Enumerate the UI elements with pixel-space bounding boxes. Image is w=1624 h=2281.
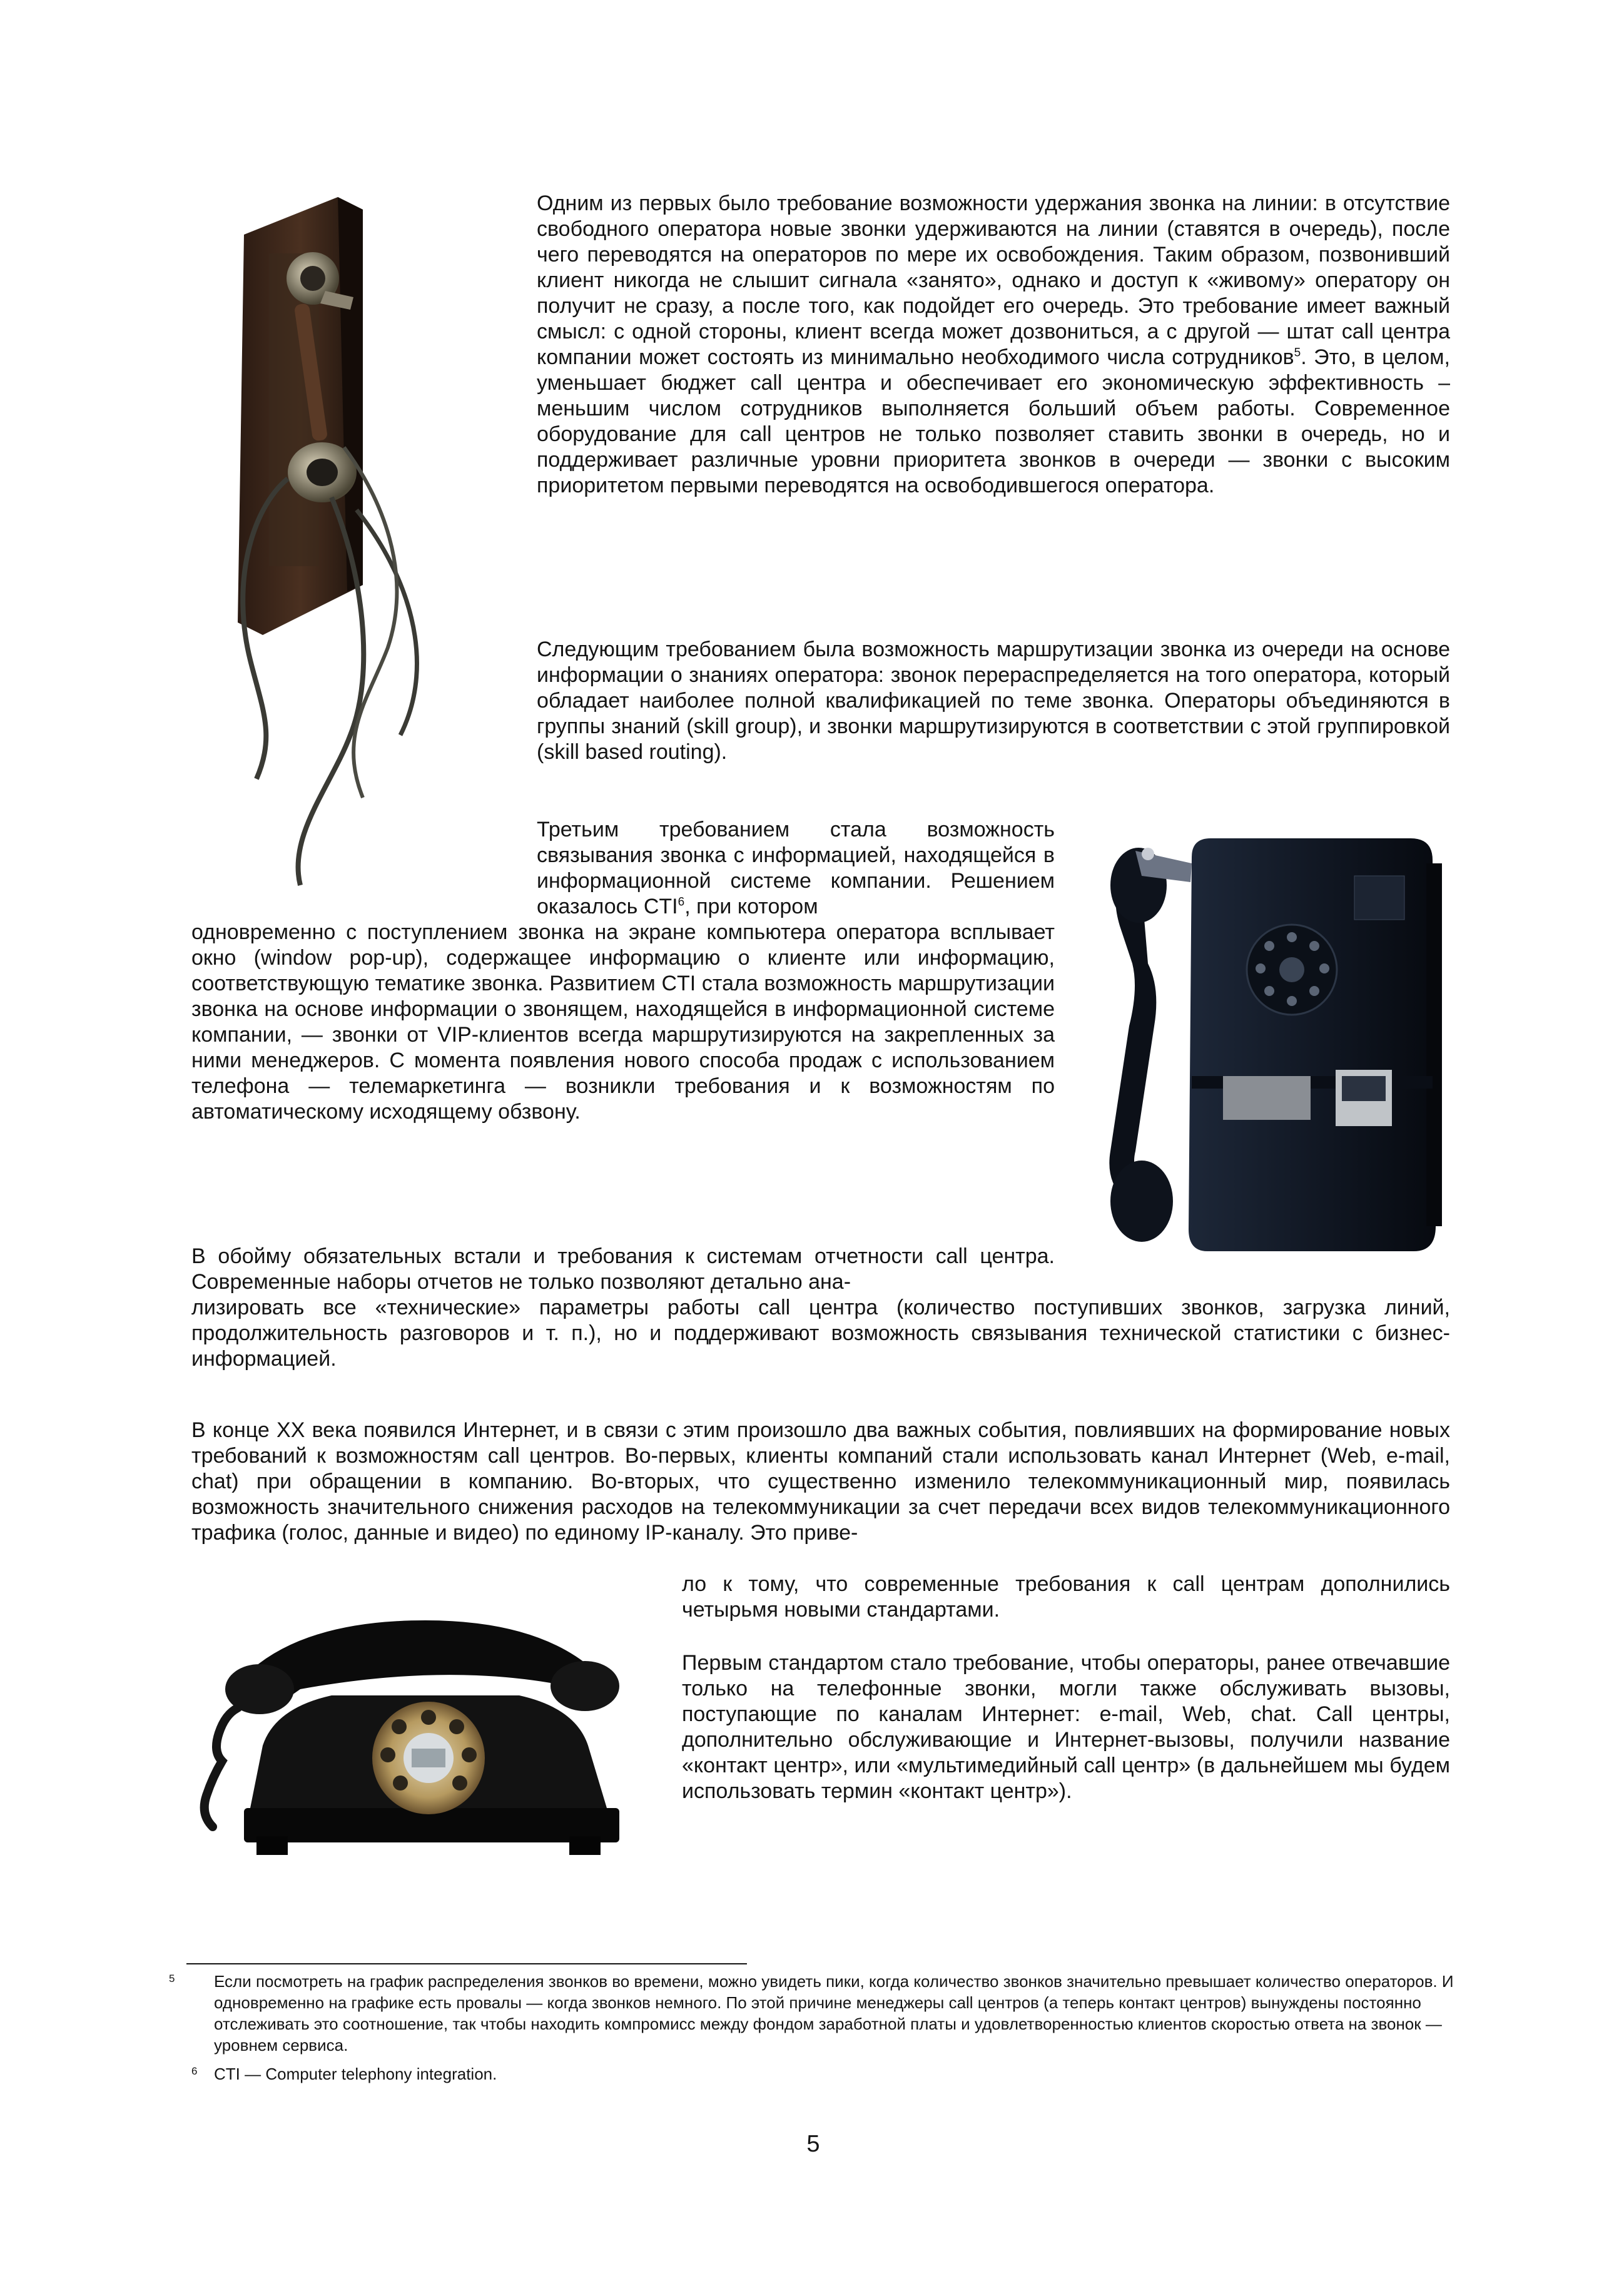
paragraph-reporting-start: В обойму обязательных встали и требования к системам отчетности call центра. Современные наборы отчетов не только позволяют детально ана- — [191, 1244, 1055, 1294]
paragraph-reporting-end: лизировать все «технические» параметры работы call центра (количество поступивших звонков, загрузка линий, продолжительность разговоров и т. п.), но и поддерживают возможность связывания технической статистики с бизнес-информацией. — [191, 1296, 1450, 1371]
paragraph-contact-center: Первым стандартом стало требование, чтобы операторы, ранее отвечавшие только на телефонные звонки, могли также обслуживать вызовы, поступающие по каналам Интернет: e-mail, Web, chat. Call центры, дополнительно обслуживающие и Интернет-вызовы, получили название «контакт центр», или «мультимедийный call центр» (в дальнейшем мы будем использовать термин «контакт центр»). — [682, 1651, 1450, 1803]
wall-telephone-image — [175, 185, 513, 910]
paragraph-skill-routing: Следующим требованием была возможность маршрутизации звонка из очереди на основе информации о знаниях оператора: звонок перераспределяется на того оператора, который обладает наиболее полной квалификацией по теме звонка. Операторы объединяются в группы знаний (skill group), и звонки маршрутизируются в соответствии с этой группировкой (skill based routing). — [537, 638, 1450, 764]
paragraph-internet: В конце XX века появился Интернет, и в связи с этим произошло два важных события, повлиявших на формирование новых требований к возможностям call центров. Во-первых, клиенты компаний стали использовать канал Интернет (Web, e-mail, chat) при обращении в компанию. Во-вторых, что существенно изменило телекоммуникационный мир, появилась возможность значительного снижения расходов на телекоммуникации за счет передачи всех видов телекоммуникационного трафика (голос, данные и видео) по единому IP-каналу. Это приве- — [191, 1418, 1450, 1545]
rotary-telephone-image — [188, 1602, 663, 1871]
payphone-image — [1085, 826, 1454, 1264]
paragraph-hold-call: Одним из первых было требование возможности удержания звонка на линии: в отсутствие свободного оператора новые звонки удерживаются на линии (ставятся в очередь), после чего переводятся на операторов по мере их освобождения. Таким образом, позвонивший клиент никогда не слышит сигнала «занято», однако и доступ к «живому» оператору он получит не сразу, а после того, как подойдет его очередь. Это требование имеет важный смысл: с одной стороны, клиент всегда может дозвониться, а с другой — штат call центра компании может состоять из минимально необходимого числа сотрудников$^5$. Это, в целом, уменьшает бюджет call центра и обеспечивает его экономическую эффективность – меньшим числом сотрудников выполняется больший объем работы. Современное оборудование для call центров не только позволяет ставить звонки в очередь, но и поддерживает различные уровни приоритета звонков в очереди — звонки с высоким приоритетом первыми переводятся на освободившегося оператора. — [537, 191, 1451, 497]
paragraph-cti-intro: Третьим требованием стала возможность связывания звонка с информацией, находящейся в информационной системе компании. Решением оказалось CTI$^6$, при котором — [537, 818, 1055, 918]
page-number: 5 — [806, 2131, 820, 2157]
paragraph-cti-body: одновременно с поступлением звонка на экране компьютера оператора всплывает окно (window pop-up), содержащее информацию о клиенте или информацию, соответствующую тематике звонка. Развитием CTI стала возможность маршрутизации звонка на основе информации о звонящем, находящейся в информационной системе компании, — звонки от VIP-клиентов всегда маршрутизируются на закрепленных за ними менеджеров. С момента появления нового способа продаж с использованием телефона — телемаркетинга — возникли требования и к возможностям по автоматическому исходящему обзвону. — [191, 920, 1055, 1124]
footnote-6: 6 CTI — Computer telephony integration. — [191, 2065, 497, 2083]
footnote-5: 5 Если посмотреть на график распределения звонков во времени, можно увидеть пики, когда количество звонков значительно превышает количество операторов. И одновременно на графике есть провалы — когда звонков немного. По этой причине менеджеры call центров (а теперь контакт центров) вынуждены постоянно отслеживать это соотношение, так чтобы находить компромисс между фондом заработной платы и удовлетворенностью клиентов скоростью ответа на звонок — уровнем сервиса. — [169, 1972, 1454, 2055]
footnote-separator — [186, 1963, 747, 1964]
paragraph-internet-end: ло к тому, что современные требования к call центрам дополнились четырьмя новыми стандартами. — [682, 1572, 1450, 1622]
